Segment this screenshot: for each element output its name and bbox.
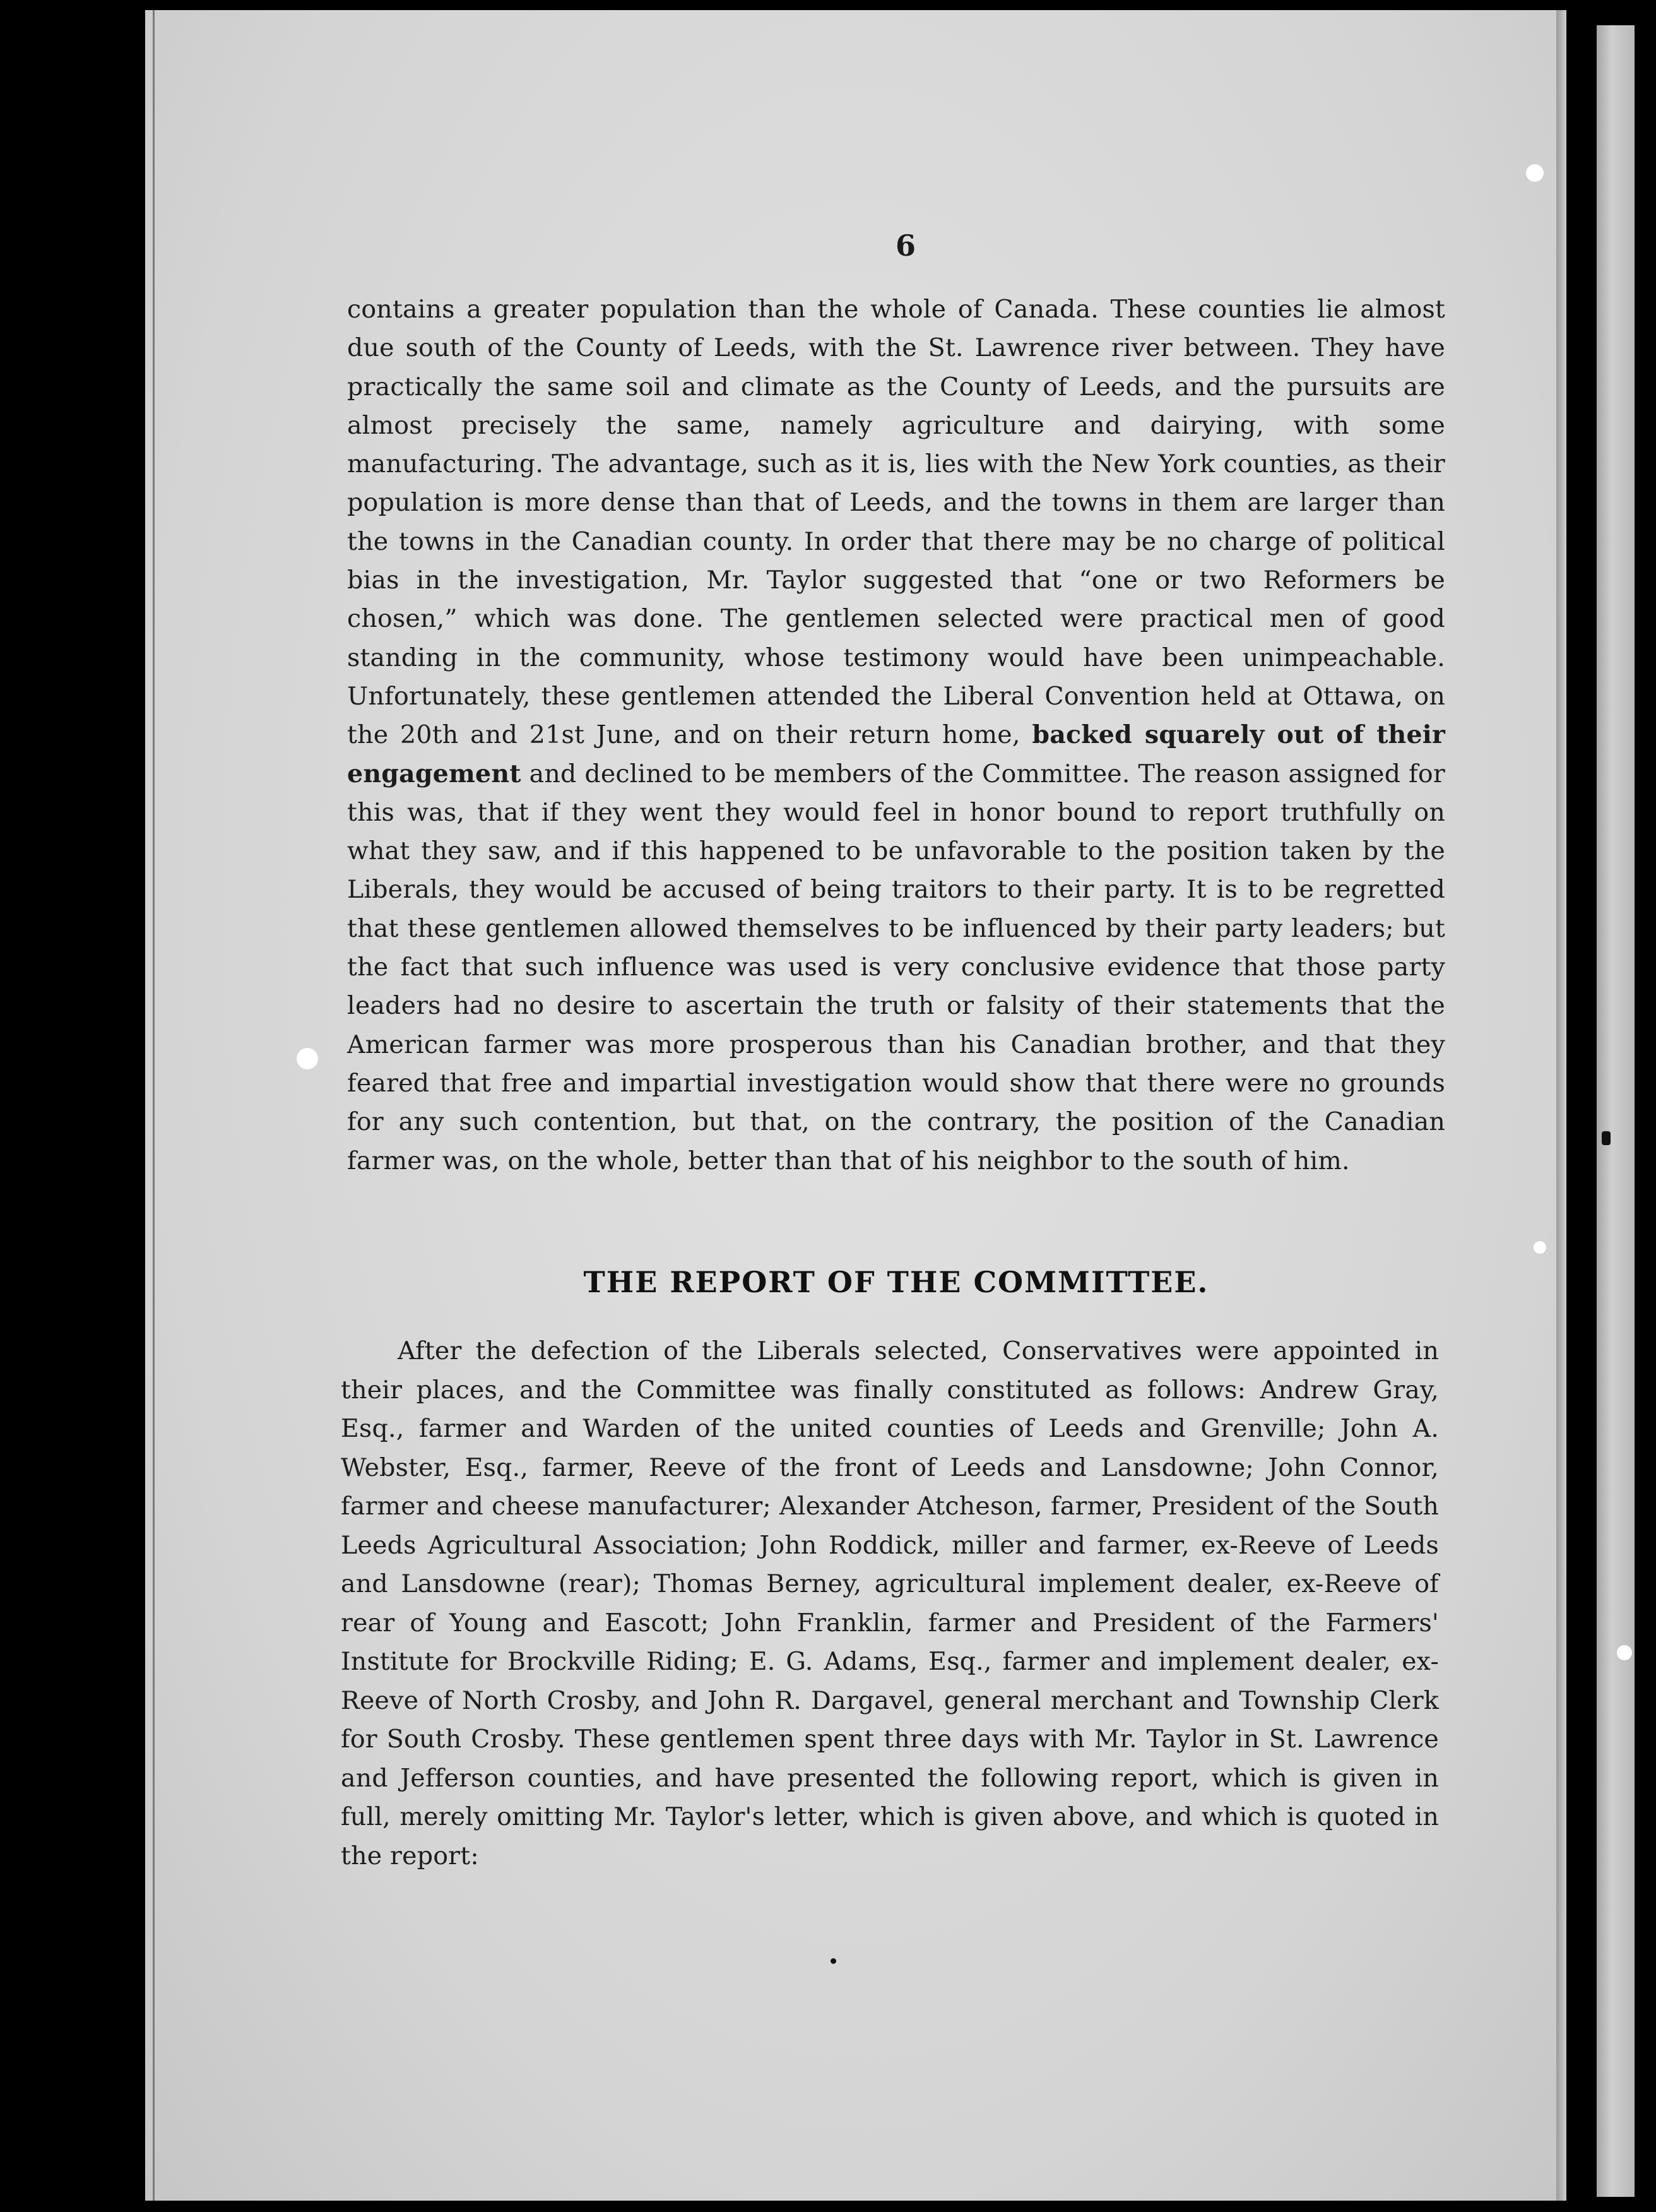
scan-speck — [297, 1048, 318, 1069]
page-right-edge — [1556, 10, 1565, 2201]
paragraph-1-text — [347, 290, 1445, 1180]
scan-speck — [1534, 1241, 1546, 1254]
scan-speck — [1617, 1645, 1632, 1660]
paragraph-1-part-b: and declined to be members of the Committee. The reason assigned for this was, that if they went they would feel in honor bound to report truthfully on what they saw, and if this happened to be unfavorable to the position taken by the Liberals, they would be accused of being traitors to their party. It is to be regretted that these gentlemen allowed themselves to be influenced by their party leaders; but the fact that such influence was used is very conclusive evidence that those party leaders had no desire to ascertain the truth or falsity of their statements that the American farmer was more prosperous than his Canadian brother, and that they feared that free and impartial investigation would show that there were no grounds for any such contention, but that, on the contrary, the position of the Canadian farmer was, on the whole, better than that of his neighbor to the south of him. — [347, 759, 1445, 1175]
paragraph-2-text: After the defection of the Liberals selected, Conservatives were appointed in their places, and the Committee was finally constituted as follows: Andrew Gray, Esq., farmer and Warden of the united counties of Leeds and Grenville; John A. Webster, Esq., farmer, Reeve of the front of Leeds and Lansdowne; John Connor, farmer and cheese manufacturer; Alexander Atcheson, farmer, President of the South Leeds Agricultural Association; John Roddick, miller and farmer, ex-Reeve of Leeds and Lansdowne (rear); Thomas Berney, agricultural implement dealer, ex-Reeve of rear of Young and Eascott; John Franklin, farmer and President of the Farmers' Institute for Brockville Riding; E. G. Adams, Esq., farmer and implement dealer, ex-Reeve of North Crosby, and John R. Dargavel, general merchant and Township Clerk for South Crosby. These gentlemen spent three days with Mr. Taylor in St. Lawrence and Jefferson counties, and have presented the following report, which is given in full, merely omitting Mr. Taylor's letter, which is given above, and which is quoted in the report: — [341, 1336, 1439, 1870]
paragraph-1-part-a: contains a greater population than the whole of Canada. These counties lie almost due south of the County of Leeds, with the St. Lawrence river between. They have practically the same soil and climate as the County of Leeds, and the pursuits are almost precisely the same, namely agriculture and dairying, with some manufacturing. The advantage, such as it is, lies with the New York counties, as their population is more dense than that of Leeds, and the towns in them are larger than the towns in the Canadian county. In order that there may be no charge of political bias in the investigation, Mr. Taylor suggested that “one or two Reformers be chosen,” which was done. The gentlemen selected were practical men of good standing in the community, whose testimony would have been unimpeachable. Unfortunately, these gentlemen attended the Liberal Convention held at Ottawa, on the 20th and 21st June, and on their return home, — [347, 295, 1445, 750]
scan-speck — [1526, 164, 1544, 182]
paragraph-continued — [347, 290, 1445, 1180]
page-number: 6 — [895, 229, 916, 263]
adjacent-page-strip — [1597, 25, 1635, 2197]
paragraph-report — [341, 1332, 1439, 1876]
section-heading: THE REPORT OF THE COMMITTEE. — [583, 1265, 1209, 1299]
scan-speck — [831, 1958, 836, 1964]
paragraph-1-bold-phrase: backed squarely out of their engagement — [347, 720, 1445, 788]
scan-speck — [1602, 1131, 1611, 1145]
page-left-edge — [153, 10, 155, 2201]
